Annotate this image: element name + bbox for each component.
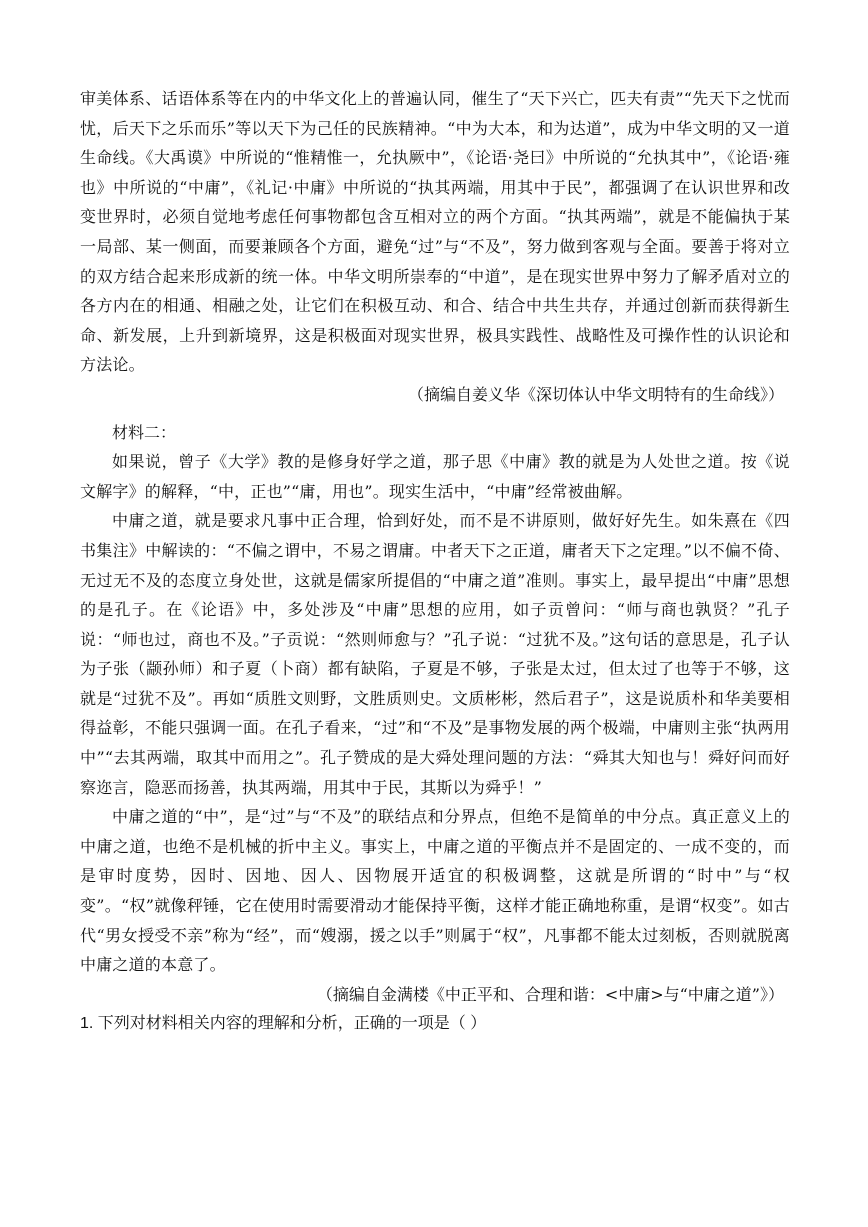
- material2-paragraph-1: 如果说，曾子《大学》教的是修身好学之道，那子思《中庸》教的就是为人处世之道。按《说文解字》的解释，“中，正也”“庸，用也”。现实生活中，“中庸”经常被曲解。: [80, 452, 790, 501]
- material2-paragraph-3: 中庸之道的“中”，是“过”与“不及”的联结点和分界点，但绝不是简单的中分点。真正意义上的中庸之道，也绝不是机械的折中主义。事实上，中庸之道的平衡点并不是固定的、一成不变的，而是审时度势，因时、因地、因人、因物展开适宜的积极调整，这就是所谓的“时中”与“权变”。“权”就像秤锤，它在使用时需要滑动才能保持平衡，这样才能正确地称重，是谓“权变”。如古代“男女授受不亲”称为“经”，而“嫂溺，援之以手”则属于“权”，凡事都不能太过刻板，否则就脱离中庸之道的本意了。: [80, 807, 790, 975]
- question-1-stem: 1. 下列对材料相关内容的理解和分析，正确的一项是（ ）: [80, 1015, 487, 1033]
- material2-heading: 材料二：: [112, 422, 177, 442]
- material2-source: （摘编自金满楼《中正平和、合理和谐：<中庸>与“中庸之道”》）: [316, 984, 784, 1004]
- material1-paragraph: 审美体系、话语体系等在内的中华文化上的普遍认同，催生了“天下兴亡，匹夫有责”“先天下之忧而忧，后天下之乐而乐”等以天下为己任的民族精神。“中为大本，和为达道”，成为中华文明的又一道生命线。《大禹谟》中所说的“惟精惟一，允执厥中”，《论语·尧曰》中所说的“允执其中”，《论语·雍也》中所说的“中庸”，《礼记·中庸》中所说的“执其两端，用其中于民”，都强调了在认识世界和改变世界时，必须自觉地考虑任何事物都包含互相对立的两个方面。“执其两端”，就是不能偏执于某一局部、某一侧面，而要兼顾各个方面，避免“过”与“不及”，努力做到客观与全面。要善于将对立的双方结合起来形成新的统一体。中华文明所崇奉的“中道”，是在现实世界中努力了解矛盾对立的各方内在的相通、相融之处，让它们在积极互动、和合、结合中共生共存，并通过创新而获得新生命、新发展，上升到新境界，这是积极面对现实世界，极具实践性、战略性及可操作性的认识论和方法论。: [80, 89, 790, 375]
- material1-source: （摘编自姜义华《深切体认中华文明特有的生命线》）: [407, 384, 784, 404]
- material2-paragraph-2: 中庸之道，就是要求凡事中正合理，恰到好处，而不是不讲原则，做好好先生。如朱熹在《四书集注》中解读的：“不偏之谓中，不易之谓庸。中者天下之正道，庸者天下之定理。”以不偏不倚、无过无不及的态度立身处世，这就是儒家所提倡的“中庸之道”准则。事实上，最早提出“中庸”思想的是孔子。在《论语》中，多处涉及“中庸”思想的应用，如子贡曾问：“师与商也孰贤？”孔子说：“师也过，商也不及。”子贡说：“然则师愈与？”孔子说：“过犹不及。”这句话的意思是，孔子认为子张（颛孙师）和子夏（卜商）都有缺陷，子夏是不够，子张是太过，但太过了也等于不够，这就是“过犹不及”。再如“质胜文则野，文胜质则史。文质彬彬，然后君子”，这是说质朴和华美要相得益彰，不能只强调一面。在孔子看来，“过”和“不及”是事物发展的两个极端，中庸则主张“执两用中”“去其两端，取其中而用之”。孔子赞成的是大舜处理问题的方法：“舜其大知也与！舜好问而好察迩言，隐恶而扬善，执其两端，用其中于民，其斯以为舜乎！”: [80, 511, 790, 797]
